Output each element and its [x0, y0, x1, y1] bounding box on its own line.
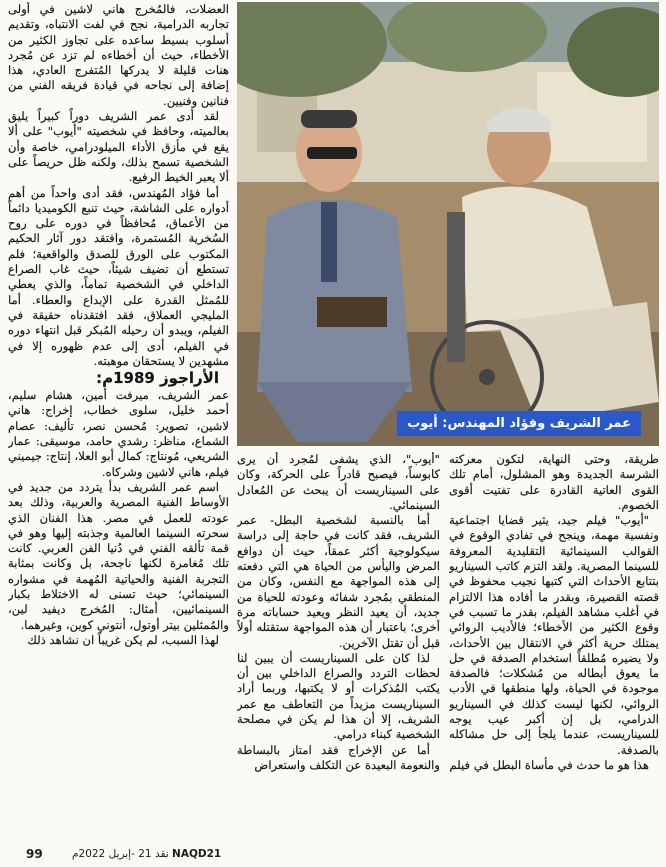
paragraph: لهذا السبب، لم يكن غريباً ان نشاهد ذلك — [27, 632, 219, 647]
middle-text-column — [237, 452, 440, 838]
issue-info — [72, 848, 221, 860]
magazine-brand: NAQD21 — [172, 848, 222, 860]
paragraph: أما بالنسبة لشخصية البطل- عمر الشريف، فقد كانت في حاجة إلى دراسة سيكولوجية أكثر عمقاً، حيث أن دوافع المرض واليأس من الحياة هي التي دفعته إلى هذه المواجهة مع النفس، وكان من المنطقي بمُجرد شفائه وعودته للحياة من جديد، أن يعيد النظر ويعيد حساباته مرة أخرى؛ باعتبار أن هذه المواجهة ستقتله أولاً قبل أن تقتل الآخرين. — [237, 513, 440, 650]
paragraph: "أيوب" فيلم جيد، يثير قضايا اجتماعية ونفسية مهمة، وينجح في تفادي الوقوع في القوالب السينمائية التقليدية المعروفة للسينما المصرية. ولقد التزم كاتب السيناريو بتتابع الأحداث التي كتبها نجيب محفوظ في قصته القصيرة، وبقدر ما أفاده هذا الالتزام في أغلب مشاهد الفيلم، بقدر ما تسبب في وقوع الكثير من الأخطاء؛ فالأديب الروائي يمتلك حرية أكثر في الانتقال بين الأحداث، ولا يضيره مُطلقاً استخدام الصدفة في حل ما يعوق أبطاله من مُشكلات؛ فالصدفة موجودة في الحياة، ولها منطقها في الأدب الروائي، لكنها ليست كذلك في السيناريو الدرامي، بل إن أكبر عيب يوجه للسيناريست، عندما يلجأ إلى حل مشاكله بالصدفة. — [449, 513, 659, 757]
paragraph: "أيوب"، الذي يشفى لمُجرد أن يرى كابوساً، فيصبح قادراً على الحركة، وكان على السيناريست أن يبحث عن المُعادل السينمائي. — [237, 452, 440, 512]
issue-date: نقد 21 -إبريل 2022م — [72, 848, 169, 860]
paragraph: هذا هو ما حدث في مأساة البطل في فيلم — [449, 757, 649, 772]
photo-illustration — [237, 2, 659, 446]
left-text-column — [8, 2, 229, 838]
paragraph: أما فؤاد المُهندس، فقد أدى واحداً من أهم أدواره على الشاشة، حيث تنبع الكوميديا دائماً من الأعماق، مُحافظاً في دوره على روح السُخرية المُستمرة، وافتقد دور آثار الحكيم المكتوب على الورق للصدق والواقعية؛ فلم تستطع أن تضيف شيئاً، حيث غاب الصراع الداخلي في الشخصية تماماً، والذي يعطي للمُمثل القدرة على الإبداع والعطاء. أما المليجي العملاق، فقد افتقدناه حقيقة في الفيلم، ويبدو أن رحيله المُبكر قبل انتهاء دوره في الفيلم، أدى إلى عدم ظهوره إلا في مشهدين لا يستحقان موهبته. — [8, 185, 229, 368]
paragraph: أما عن الإخراج فقد امتاز بالبساطة والنعومة البعيدة عن التكلف واستعراض — [237, 742, 440, 772]
film-still-photo — [237, 2, 659, 446]
film-credits: عمر الشريف، ميرفت أمين، هشام سليم، أحمد خليل، سلوى خطاب، إخراج: هاني لاشين، تصوير: مُحسن نصر، تأليف: عصام الشماع، مناظر: رشدي حامد، موسيقى: عمار الشريعي، مُونتاج: كمال أبو العلا، إنتاج: جيميني فيلم، هاني لاشين وشركاه. — [8, 388, 229, 479]
section-heading: الأراجوز 1989م: — [96, 369, 219, 388]
photo-caption: عمر الشريف وفؤاد المهندس: أيوب — [397, 411, 641, 436]
page-footer — [0, 845, 666, 865]
paragraph: اسم عمر الشريف بدأ يتردد من جديد في الأوساط الفنية المصرية والعربية، وذلك بعد عودته للعمل في مصر. هذا الفنان الذي سحرته السينما العالمية وجذبته إليها وهو في قمة تألقه الفني في دُنيا الفن العربي. كانت تلك مُغامرة لكنها ناجحة، بل وكانت بمثابة التجربة الفنية والحياتية المُهمة في مشواره السينمائي؛ حيث تسنى له الاختلاط بكبار السينمائيين، أمثال: المُخرج ديفيد لين، والمُمثلين بيتر أوتول، أنتوني كوين، وغيرهما. — [8, 479, 229, 632]
paragraph: طريقة، وحتى النهاية، لتكون معركته الشرسة الجديدة وهو المشلول، أمام تلك القوى العاتية القادرة على تفتيت أقوى الخصوم. — [449, 452, 659, 512]
paragraph: العضلات، فالمُخرج هاني لاشين في أولى تجاربه الدرامية، نجح في لفت الانتباه، وتقديم أسلوب بسيط ساعده على تجاوز الكثير من الأخطاء، حيث أن أخطاءه لم تزد عن مُجرد هنات قليلة لا يدركها المُتفرج العادي، هذا إضافة إلى نجاحه في قيادة فريقه الفني من فنانين وفنيين. — [8, 2, 229, 108]
paragraph: لذا كان على السيناريست أن يبين لنا لحظات التردد والصراع الداخلي بين أن يكتب المُذكرات أو لا يكتبها، وربما أراد السيناريست مزيداً من التعاطف مع عمر الشريف، إلا أن هذا لم يكن في مصلحة الشخصية كبناء درامي. — [237, 650, 440, 742]
right-text-column — [449, 452, 659, 838]
page-number: 99 — [26, 847, 43, 861]
paragraph: لقد أدى عمر الشريف دوراً كبيراً يليق بعالميته، وحافظ في شخصيته "أيوب" على ألا يقع في مأزق الأداء الميلودرامي، خاصة وأن الشخصية تسمح بذلك، ولكنه ظل حريصاً على ألا يعبر الخيط الرفيع. — [8, 109, 229, 185]
